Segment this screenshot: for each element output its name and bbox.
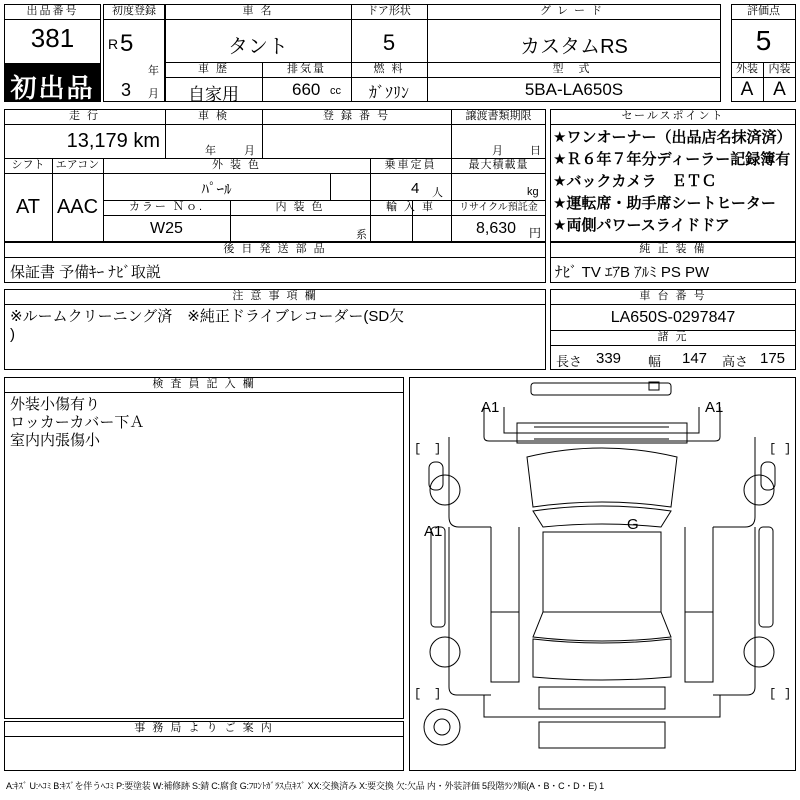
color-number-label: カラー Ｎｏ. [128, 201, 205, 213]
caution-text-line1: ※ルームクリーニング済 ※純正ドライブレコーダー(SD欠 [10, 308, 405, 325]
car-name-label: 車 名 [242, 5, 274, 17]
width-value: 147 [682, 350, 708, 367]
capacity-label: 乗車定員 [384, 159, 437, 171]
shift-type: AT [15, 196, 41, 218]
left-body-outline [449, 527, 491, 695]
post-delivery-label: 後 日 発 送 部 品 [223, 243, 327, 255]
roof-outline [543, 532, 661, 612]
fuel-type: ｶﾞｿﾘﾝ [368, 85, 409, 102]
equipment-label: 純 正 装 備 [639, 243, 707, 255]
sales-point-item: ★ワンオーナー（出品店名抹済済） [553, 129, 792, 146]
lot-number-label: 出品番号 [26, 5, 79, 17]
inspection-year-unit: 年 [205, 145, 216, 157]
specs-label: 諸 元 [657, 331, 689, 343]
height-value: 175 [760, 350, 786, 367]
legend-text: A:ｷｽﾞ U:ﾍｺﾐ B:ｷｽﾞを伴うﾍｺﾐ P:要塗装 W:補修跡 S:錆 C:腐食 G:ﾌﾛﾝﾄｶﾞﾗｽ点ｷｽﾞ XX:交換済み X:要交換 欠:欠品 内・外装評価 5段階ﾗﾝｸ順(A・B・C・D・E) 1 [6, 781, 604, 791]
caution-text-line2: ) [10, 326, 15, 343]
grade: カスタムRS [520, 36, 628, 58]
inspection-label: 車 検 [197, 110, 230, 122]
damage-mark-front-right: A1 [705, 399, 724, 416]
width-label: 幅 [648, 354, 662, 369]
fuel-label: 燃 料 [373, 63, 405, 75]
mileage: 13,179 km [66, 130, 160, 152]
year-unit: 年 [148, 65, 159, 77]
left-side-outline [491, 527, 519, 612]
right-rocker-outline [759, 527, 773, 627]
lot-number: 381 [30, 23, 75, 53]
right-side-outline [685, 527, 713, 612]
aircon-label: エアコン [55, 159, 100, 171]
exterior-color: ﾊﾟｰﾙ [201, 181, 232, 198]
svg-text:[: [ [769, 442, 777, 456]
displacement-value: 660 [292, 80, 321, 99]
month-unit: 月 [148, 88, 159, 100]
capacity-unit: 人 [432, 187, 443, 199]
rear-hatch-outline [533, 639, 671, 680]
svg-text:]: ] [784, 442, 792, 456]
exterior-grade: A [740, 79, 754, 100]
damage-mark-glass: G [627, 516, 639, 533]
office-notice-label: 事 務 局 よ り ご 案 内 [134, 722, 274, 734]
interior-color-unit: 系 [356, 229, 367, 241]
front-bumper-outline [531, 383, 671, 395]
chassis-number-label: 車 台 番 号 [639, 290, 707, 302]
history-label: 車 歴 [197, 63, 230, 75]
inspector-note: 外装小傷有り [10, 396, 101, 413]
car-name: タント [228, 36, 288, 58]
recycle-fee-unit: 円 [529, 226, 542, 240]
length-value: 339 [596, 350, 622, 367]
color-number: W25 [150, 220, 183, 237]
chassis-number: LA650S-0297847 [610, 309, 736, 326]
inspector-note: 室内内張傷小 [10, 432, 101, 449]
right-fender-outline [713, 437, 755, 527]
recycle-fee: 8,630 [476, 220, 517, 237]
grade-label: グレード [540, 5, 608, 17]
aircon-type: AAC [56, 196, 99, 218]
right-body-outline [713, 527, 755, 695]
inspection-month-unit: 月 [244, 145, 255, 157]
damage-mark-left-side: A1 [424, 523, 443, 540]
max-load-label: 最大積載量 [468, 159, 529, 171]
rear-left-wheel [430, 637, 460, 667]
svg-text:]: ] [434, 687, 442, 701]
rear-panel-outline [484, 695, 720, 717]
length-label: 長さ [556, 354, 583, 369]
mileage-label: 走 行 [68, 110, 101, 122]
left-fender-outline [449, 437, 491, 527]
front-panel-outline [484, 407, 720, 441]
inspector-note: ロッカーカバー下Ａ [10, 414, 145, 431]
sales-point-item: ★Ｒ６年７年分ディーラー記録簿有 [553, 151, 791, 168]
displacement-label: 排気量 [287, 63, 326, 75]
post-delivery-items: 保証書 予備ｷｰ ﾅﾋﾞ取説 [10, 264, 161, 281]
svg-text:[: [ [769, 687, 777, 701]
exterior-grade-label: 外装 [736, 63, 758, 75]
era-prefix: R [108, 36, 119, 52]
rear-bumper-outline [539, 687, 665, 709]
model-code: 5BA-LA650S [524, 80, 624, 99]
rear-right-wheel [744, 637, 774, 667]
registration-year: 5 [120, 30, 134, 57]
transfer-day-unit: 日 [530, 145, 541, 157]
sales-point-item: ★両側パワースライドドア [553, 217, 730, 234]
svg-text:]: ] [434, 442, 442, 456]
shift-label: シフト [11, 159, 45, 171]
inspector-label: 検 査 員 記 入 欄 [152, 378, 256, 390]
equipment-items: ﾅﾋﾞ TV ｴｱB ｱﾙﾐ PS PW [555, 264, 710, 281]
height-label: 高さ [722, 354, 749, 369]
windshield-outline [533, 506, 671, 527]
displacement-unit: cc [330, 85, 341, 97]
score-label: 評価点 [747, 5, 780, 17]
sales-points-label: セールスポイント [621, 110, 725, 122]
transfer-deadline-label: 譲渡書類期限 [465, 110, 532, 122]
hood-outline [527, 448, 677, 507]
svg-text:[: [ [414, 687, 422, 701]
import-label: 輸 入 車 [385, 201, 436, 213]
vehicle-history: 自家用 [188, 85, 239, 104]
car-condition-diagram [409, 377, 795, 771]
max-load-unit: kg [527, 186, 539, 198]
registration-month: 3 [121, 80, 132, 100]
sales-point-item: ★バックカメラ ＥＴＣ [553, 173, 717, 190]
first-registration-label: 初度登録 [112, 5, 156, 17]
rear-window-outline [533, 612, 671, 641]
door-count: 5 [382, 30, 396, 55]
spare-wheel [424, 709, 460, 745]
left-rocker-outline [431, 527, 445, 627]
auction-score: 5 [755, 25, 772, 56]
interior-grade: A [773, 79, 786, 100]
recycle-fee-label: リサイクル預託金 [459, 202, 538, 213]
capacity: 4 [411, 180, 420, 197]
first-listing-text: 初出品 [10, 73, 95, 103]
interior-grade-label: 内装 [768, 63, 791, 75]
interior-color-label: 内 装 色 [275, 201, 325, 213]
caution-label: 注 意 事 項 欄 [232, 290, 318, 302]
door-type-label: ドア形状 [367, 5, 411, 17]
damage-mark-front-left: A1 [481, 399, 500, 416]
rear-bumper-lower-outline [539, 722, 665, 748]
model-code-label: 型 式 [552, 63, 596, 75]
svg-text:]: ] [784, 687, 792, 701]
svg-text:[: [ [414, 442, 422, 456]
exterior-color-label: 外 装 色 [211, 159, 262, 171]
sales-point-item: ★運転席・助手席シートヒーター [553, 195, 776, 212]
detail-grid [4, 109, 546, 242]
registration-number-label: 登 録 番 号 [322, 110, 391, 122]
transfer-month-unit: 月 [492, 145, 503, 157]
